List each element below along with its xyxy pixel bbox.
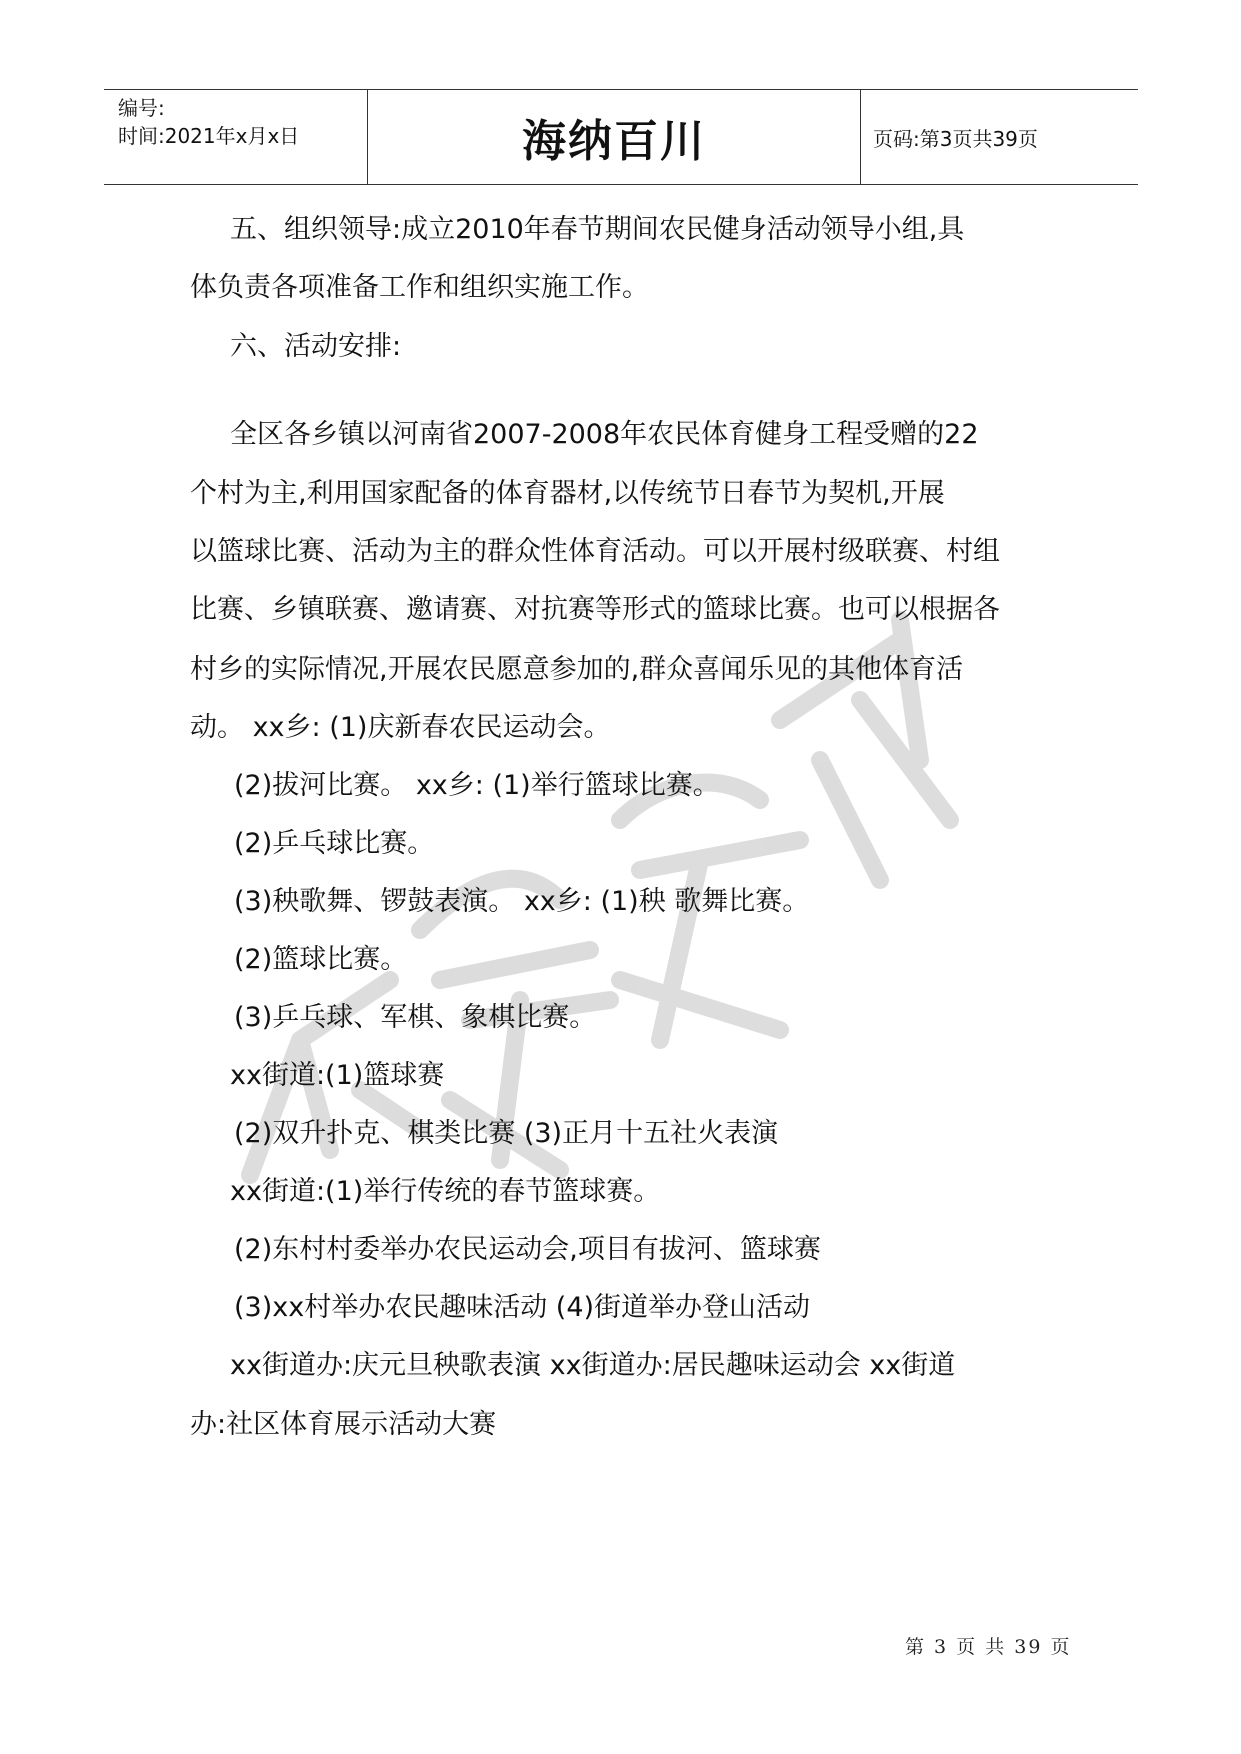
paragraph-line: (2)双升扑克、棋类比赛 (3)正月十五社火表演 [234,1118,779,1149]
page-info: 页码:第3页共39页 [873,126,1038,151]
paragraph-line: 村乡的实际情况,开展农民愿意参加的,群众喜闻乐见的其他体育活 [190,654,964,685]
paragraph-line: (3)秧歌舞、锣鼓表演。 xx乡: (1)秧 歌舞比赛。 [234,886,810,917]
serial-label: 编号: [118,96,165,120]
paragraph-line: (3)乒乓球、军棋、象棋比赛。 [234,1002,597,1033]
paragraph-line: (2)篮球比赛。 [234,944,408,975]
header-meta [104,90,368,184]
paragraph-line: 体负责各项准备工作和组织实施工作。 [190,272,649,303]
paragraph-line: 比赛、乡镇联赛、邀请赛、对抗赛等形式的篮球比赛。也可以根据各 [190,594,1000,625]
paragraph-line: 个村为主,利用国家配备的体育器材,以传统节日春节为契机,开展 [190,478,945,509]
paragraph-line: 全区各乡镇以河南省2007-2008年农民体育健身工程受赠的22 [230,419,979,450]
paragraph-line: 办:社区体育展示活动大赛 [190,1409,497,1440]
paragraph-line: 六、活动安排: [230,331,402,362]
paragraph-line: (2)拔河比赛。 xx乡: (1)举行篮球比赛。 [234,770,720,801]
company-title: 海纳百川 [368,90,861,184]
time-label: 时间:2021年x月x日 [118,124,300,148]
paragraph-line: xx街道:(1)篮球赛 [230,1060,445,1091]
paragraph-line: 动。 xx乡: (1)庆新春农民运动会。 [190,712,611,743]
paragraph-line: 五、组织领导:成立2010年春节期间农民健身活动领导小组,具 [230,214,965,245]
header-table [104,89,1138,185]
paragraph-line: xx街道:(1)举行传统的春节篮球赛。 [230,1176,661,1207]
page-footer: 第 3 页 共 39 页 [905,1636,1072,1658]
paragraph-line: (2)乒乓球比赛。 [234,828,435,859]
paragraph-line: (3)xx村举办农民趣味活动 (4)街道举办登山活动 [234,1292,811,1323]
paragraph-line: (2)东村村委举办农民运动会,项目有拔河、篮球赛 [234,1234,821,1265]
paragraph-line: xx街道办:庆元旦秧歌表演 xx街道办:居民趣味运动会 xx街道 [230,1350,956,1381]
paragraph-line: 以篮球比赛、活动为主的群众性体育活动。可以开展村级联赛、村组 [190,536,1000,567]
